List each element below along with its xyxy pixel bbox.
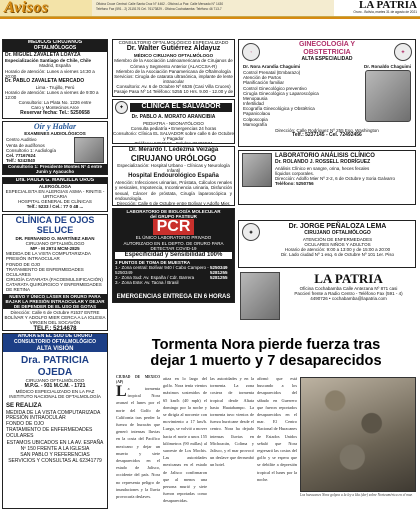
ad-line: Servicios: Cirugía de catarata ultrasónica, implante de lente intraocular [114, 73, 233, 85]
ad-phone: Teléfono: 5250756 [275, 181, 314, 187]
ad-title: SELUCE [36, 225, 74, 236]
ad-address: Caro y Montecinos Arce [31, 105, 79, 111]
ad-phone: Telf.: 5237145 - Cel. 72492456 [292, 132, 362, 139]
service-item: PRESIÓN INTRAOCULAR [6, 256, 60, 262]
doctor-registration: M.P.G. - 931 M.C.M. - 1721 [24, 382, 86, 389]
doctor-name: Dr. ROLANDO J. ROSSELL RODRÍGUEZ [275, 158, 371, 165]
ad-phone: Telf.: 5242840 [6, 158, 36, 164]
ad-title: ALTA VISIÓN [3, 346, 107, 353]
ad-line: Consultorio: Clínica EL SALVADOR sobre calle 6 de Octubre y Pagador [113, 131, 234, 142]
ad-line: DETECTAR COVID-19 [150, 245, 197, 251]
brand-block [334, 0, 420, 17]
doctor-spec: PEDIATRA - NEONATÓLOGO [143, 120, 204, 126]
doctor-city: Lima - Trujillo, Perú [35, 84, 75, 90]
ad-address: Paccieri frente a Radio Centro - Teléfono Fax (591 - 4) [294, 291, 403, 297]
ad-phone: 5281255 [210, 275, 228, 281]
ad-address: Oficina Cochabamba Calle Antezana Nº 871 casi [299, 286, 398, 291]
ad-address: Dirección: Calle 6 de Octubre entre Bolívar y Adolfo Mier. [116, 201, 231, 206]
ad-title: CLÍNICA DE OJOS [15, 215, 95, 225]
ad-line: Miembro de la Asociación Panamericana de Oftalmología [116, 68, 231, 74]
ad-phone: TELF.: 5214678 [33, 325, 77, 331]
ad-line: Análisis Clínico en sangre, orina, heces fecales [275, 165, 370, 171]
ad-address: Consultorio: Av. 6 de Octubre Nº 6536 (Casi Villa Cruces) Pasaje Pasa Nº 14 Teléfono: 5255 10 Hrs. 9.00 - 12.00 y de [113, 84, 234, 95]
ad-address: SAN PABLO Y REFERENCIAS [20, 451, 90, 458]
service-item: Control Ginecológico preventivo [243, 85, 307, 91]
photo-caption: Los huracanes Nora golpea a la ley a Ida (der) sobre Norteamérica en el mar. [300, 493, 413, 497]
ad-title: OBSTETRICIA [303, 49, 351, 57]
ad-laboratorio [238, 150, 416, 205]
service-item: TRATAMIENTO DE ENFERMEDADES OCULARES [6, 426, 93, 439]
header-info [92, 0, 334, 17]
news-column-2 [163, 375, 207, 511]
ad-mancilla [2, 177, 108, 212]
ad-subtitle: EXAMENES AUDIOLÓGICOS [24, 131, 86, 137]
doctor-name: Dr. Nora Arandia Chaguimi [243, 63, 301, 69]
ad-cirujanos [2, 39, 108, 119]
ad-subtitle: ALTA ESPECIALIDAD [301, 56, 353, 63]
ad-ginecologia [238, 39, 416, 147]
eye-icon: ◉ [242, 223, 260, 241]
sample-point: 1.- Zona central: Bolívar 940 / Cabo Campero - 5250349 [115, 264, 209, 276]
ad-title: LABORATORIO DE BIOLOGÍA MOLECULAR [126, 209, 221, 214]
service-item: Papanicolaou [243, 111, 271, 117]
ad-title: LABORATORIO ANÁLISIS CLÍNICO [275, 153, 375, 159]
header-rule [0, 17, 420, 19]
ad-title: LA PATRIA [314, 271, 383, 286]
ad-line: ATENCIÓN DE ENFERMEDADES [302, 236, 373, 242]
ad-title: Dra. PAOLA G. MANCILLA OROS [3, 178, 107, 184]
hospital-name: Hospital Endourológico España [128, 173, 219, 180]
service-item: Mamografía [243, 121, 268, 127]
ad-phone: Cel. 77167624 [6, 152, 36, 158]
ad-address: Consultorio: La Plata No. 1226 entre [18, 100, 92, 106]
storm-satellite-photo [300, 377, 416, 492]
headline-line: Tormenta Nora pierde fuerza tras [151, 337, 381, 353]
ad-address: Dirección: Adolfo Mier Nº 2-2, 6 de Octubre y Soria Galvarro [275, 175, 395, 181]
service-item: Planificación familiar [243, 80, 285, 86]
service-item: CATARATA QUIRÚRGICO Y ENFERMEDADES DE RETINA [6, 282, 102, 293]
ad-address: ESTAMOS UBICADOS EN LA AV. ESPAÑA [6, 440, 104, 447]
ad-ojeda [2, 333, 108, 509]
ad-line: AUTORIZADO EN EL DEPTO. DE ORURO PARA [123, 240, 224, 246]
service-item: FONDO DE OJO [6, 261, 41, 267]
doctor-name: Dr. MIGUEL ZAVALETA LOAYZA [5, 51, 81, 58]
ad-subtitle: SE REALIZA [6, 402, 42, 409]
service-item: MEDIDA DE LA VISTA COMPUTARIZADA [6, 251, 91, 257]
doctor-name: Dr. PABLO ZAVALETA MERCADO [5, 77, 85, 84]
ad-address: Dir. Lado ciudad Nº 1 esq. 6 de Octubre Nº 101 1er. Piso [280, 252, 395, 258]
news-column-4 [257, 375, 297, 511]
service-item: Colposcopia [243, 116, 268, 122]
doctor-city: Madrid, España [39, 63, 71, 69]
ad-line: EL ÚNICO LABORATORIO PRIVADO [135, 235, 212, 241]
service-item: Cirugía Ginecológica y Laparoscópica [243, 90, 319, 96]
ad-phone: Telf.: 5233 / Cel.: 77 0 48 ... [26, 204, 84, 210]
news-column-1 [116, 375, 160, 511]
doctor-hours: Horario de atención: Lunes a viernes de 9:00 a 12:00 [5, 89, 99, 101]
ad-subtitle: 3 PUNTOS DE TOMA DE MUESTRA [115, 259, 191, 265]
headline-line: dejar 1 muerto y 7 desaparecidos [150, 353, 382, 369]
ad-line: Consulta pediatría • Emergencias 24 horas [130, 125, 217, 131]
sample-point: 3.- Zona Este: Av. Tacna / Brasil [115, 280, 179, 286]
service-item: Menopausia [243, 95, 268, 101]
ad-title: CLÍNICA EL SALVADOR [130, 103, 232, 111]
ad-address: Dirección: Calle 6 de Octubre #1537 ENTRE BOLÍVAR Y ADOLFO MIER CERCA A LA IGLESIA VIRGEN DEL SOCAVÓN [4, 310, 106, 326]
doctor-spec: CIRUJANO URÓLOGO [130, 153, 217, 163]
sample-point: 2.- Zona Sud: Av. España / Cdr. Barrera [115, 275, 195, 281]
brand-name: LA PATRIA [359, 0, 417, 11]
news-paragraph: las autoridades y en la tormenta. La zona costera de tormenta tropical desde Altata hasta Huatabampo. La tormenta tuvo vientos de fuerza hurricane desde el centro. Nora ha dejado intensas lluvias en Michoacán, Colima y Jalisco, y el mar provocó un deslave que derrumbó un hotel. [210, 376, 254, 468]
ad-title: del GRUPO PASTEUR [150, 214, 197, 220]
ad-address: Nº 150 FRENTE A LA IGLESIA [20, 446, 90, 453]
ad-phone: 5281255 [210, 270, 228, 276]
section-title: Avisos [4, 0, 49, 16]
promo-banner: NUEVO Y ÚNICO LÁSER EN ORURO PARA BAJAR LA PRESIÓN INTRAOCULAR Y DEJAR DE DEPENDER DE EL USO DE GOTAS [3, 294, 107, 310]
header-info-line: Teléfono Fax (591 - 2) 2115176 Cel. 76173829 - Oficina Cochabamba: Teléfono 46 713-7 [96, 6, 222, 11]
doctor-spec: CIRUJANO OFTALMÓLOGO [304, 230, 371, 237]
ad-subtitle: ALERGÓLOGA [38, 183, 72, 189]
news-headline [116, 337, 416, 369]
ad-line: INSTITUTO NACIONAL DE OFTALMOLOGÍA [9, 394, 101, 400]
doctor-registration: MP - M 2974 MCM-2825 [30, 246, 80, 252]
clinic-logo: ✚ [115, 101, 128, 114]
doctor-spec: CIRUJANO OFTALMÓLOGO [25, 378, 85, 384]
doctor-name: Dr. Ronaldo Chaguimi [363, 63, 411, 69]
doctor-name: Dr. PABLO A. MORATO ARANCIBIA [131, 114, 216, 120]
ad-footer: EMERGENCIAS ENTREGA EN 6 HORAS [116, 294, 231, 301]
ad-line: Miembro de la Asociación Latinoamericana de Cirujanos de Córnea y Segmento Anterior (ALACCSA-R) [114, 58, 233, 69]
ad-body: Atención: Infecciones urinarias, Próstata, Cálculos renales y vesicales, Impotencia, Incontinencia urinaria, Disfunción sexual, Cáncer de próstata, Cirugía laparoscópica y endourología. [115, 180, 232, 201]
ad-line: MÉDICO ESPECIALIZADO EN LA PAZ [15, 389, 95, 395]
ad-phone: Reservar fecha: Tel.: 5250658 [20, 109, 90, 116]
issue-date: Oruro - Bolivia, martes 31 de agosto de 2021 [353, 10, 417, 14]
hearing-aid-photo [74, 137, 104, 163]
maternity-photo [365, 70, 411, 122]
doctor-spec: MÉDICO CIRUJANO OFTALMÓLOGO [133, 53, 214, 59]
ad-clinica-salvador [112, 99, 235, 144]
ad-pcr-laboratorio [112, 208, 235, 303]
page-header [0, 0, 420, 17]
ad-title: GINECOLOGÍA Y [298, 41, 355, 48]
doctor-hours: Horario de atención: Lunes a viernes 14:30 a 20:00 [5, 68, 95, 79]
ad-title: CONSULTORIO OFTALMOLÓGICO [3, 340, 107, 346]
ad-line: Venta de audífonos [6, 142, 45, 148]
ad-line: OCULARES NIÑOS Y ADULTOS [304, 241, 371, 247]
ad-footer: Consultorio 1: Presidente Montes N° 4 entre Junín y Ayacucho [3, 164, 107, 174]
service-item: MEDIDA DE LA VISTA COMPUTARIZADA [6, 409, 101, 416]
ad-hours: Horario de atención: 9:00 a 13:00 y de 15:00 a 20:00 [284, 247, 391, 253]
newspaper-photo [240, 272, 280, 320]
ad-phone: 5250349 [210, 264, 228, 270]
lab-photo [242, 153, 272, 187]
doctor-name: Dr. Walter Gutiérrez Aldayuz [126, 45, 221, 53]
ad-email: 4490726 • cochabamba@lapatria.com [310, 296, 387, 302]
service-item: Infertilidad [243, 101, 264, 107]
ad-line: líquidos corporales. [275, 170, 315, 176]
ad-address: Dirección: Calle Rodríguez Nº 255 Esq. Washington [275, 127, 379, 133]
doctor-name: Dra. PATRICIA OJEDA [21, 355, 89, 378]
service-item: Atención de Partos [243, 75, 282, 81]
doctor-spec: Especialización Santiago de Chile, Chile [5, 58, 92, 64]
ad-line: Consultorio 1: Audiología [6, 147, 57, 153]
ad-line: Centro Auditivo [6, 137, 37, 143]
service-item: TRATAMIENTO DE ENFERMEDADES OCULARES [6, 266, 84, 277]
ad-penaloza [238, 220, 416, 268]
ad-title: OFTALMÓLOGOS [3, 46, 107, 52]
ad-title: AHORA EN EL SUD DE ORURO [3, 334, 107, 340]
service-item: Ecografía Ginecológica y Obstétrica [243, 106, 315, 112]
ad-leizama [112, 146, 235, 206]
service-item: PRESIÓN INTRAOCULAR [6, 415, 66, 422]
doctor-name: Dr. JORGE PEÑALOZA LEMA [288, 223, 387, 230]
ad-line: Especialización: Hospital Urbano - Clínicas y Neurología Infantil [117, 163, 230, 174]
service-item: FONDO DE OJO [6, 421, 45, 428]
ad-title: MÉDICOS CIRUJANOS [3, 40, 107, 46]
news-paragraph: a tormenta tropical Nora avanzó el lunes por el norte del Golfo de California tras perder la fuerza de huracán que generó intensas lluvias en la costa del Pacífico mexicano y dejar un muerto y siete desaparecidos en el estado de Jalisco, occidente del país. Nora no representa peligro de inundaciones y la lluvia provocaría deslaves. [116, 386, 160, 500]
ad-phone: SERVICIOS Y CONSULTAS AL 62341779 [8, 457, 102, 464]
avisos-logo [0, 0, 92, 17]
doctor-name: DR. FERNANDO O. MARTÍNEZ ABAN [15, 235, 95, 241]
news-paragraph: afirmó que está buscando a los desaparecidos del sábado en Guerrero que fueron reportados desaparecidos en el mar. El Centro Nacional de Huracanes de Estados Unidos señaló que Nora regresará las costas del golfo y se espera que se debilite a depresión tropical el lunes por la noche. [257, 376, 297, 482]
gineco-logo-2: ✚ [394, 43, 412, 61]
pcr-badge: PCR [153, 219, 195, 235]
service-item: Control Prenatal (Embarazo) [243, 70, 301, 76]
ad-line: ESPECIALISTA EN ALERGIAS ASMA - RINITIS - URTICARIA [5, 188, 105, 200]
ad-la-patria [238, 270, 416, 326]
news-column-3 [210, 375, 254, 511]
news-paragraph: atiza en lo largo del golfo. Nora tenía vientos máximos sostenidos de 65 km/h (40 mph) el domingo por la noche y se dirigía al noroeste con movimiento a 17 km/h. Luego, se volvió a mover hacia el norte a unos 155 kilómetros (90 millas) al suroeste de Los Mochis. Las autoridades mexicanas en el estado de Jalisco confirmaron que al menos una persona murió y siete fueron reportadas como desaparecidas. [163, 376, 207, 504]
ad-line: HOSPITAL GENERAL DE CLÍNICAS [18, 199, 92, 205]
drop-cap: L [116, 383, 127, 400]
ad-title: Oír y Hablar [33, 122, 77, 131]
doctor-name: Dr. Merardo I. Ledezma Veizaga [128, 147, 219, 153]
news-dateline: CIUDAD DE MÉXICO (AP) [116, 375, 160, 384]
ad-phone: Teléfono: 5256567 - Celular: 72486574 [134, 141, 213, 144]
gineco-logo: ♀ [242, 43, 260, 61]
ad-oir-hablar [2, 121, 108, 175]
ad-claim: Especificidad y Sensibilidad 100% [115, 252, 232, 259]
header-info-line: Oficina Cruce Central: Calle Santa Cruz N° 4462 - Oficina La Paz: Calle Mercado N° 1430 [96, 2, 224, 6]
service-item: CIRUGÍA CATARATA (FACOEMULSIFICACIÓN) [6, 277, 103, 283]
ad-seluce [2, 214, 108, 331]
doctor-spec: CIRUJANO OFTALMÓLOGO [25, 240, 85, 246]
ad-aldayuz [112, 39, 235, 97]
ad-line: CONSULTORIO OFTALMOLÓGICO ESPECIALIZADO [118, 40, 229, 45]
